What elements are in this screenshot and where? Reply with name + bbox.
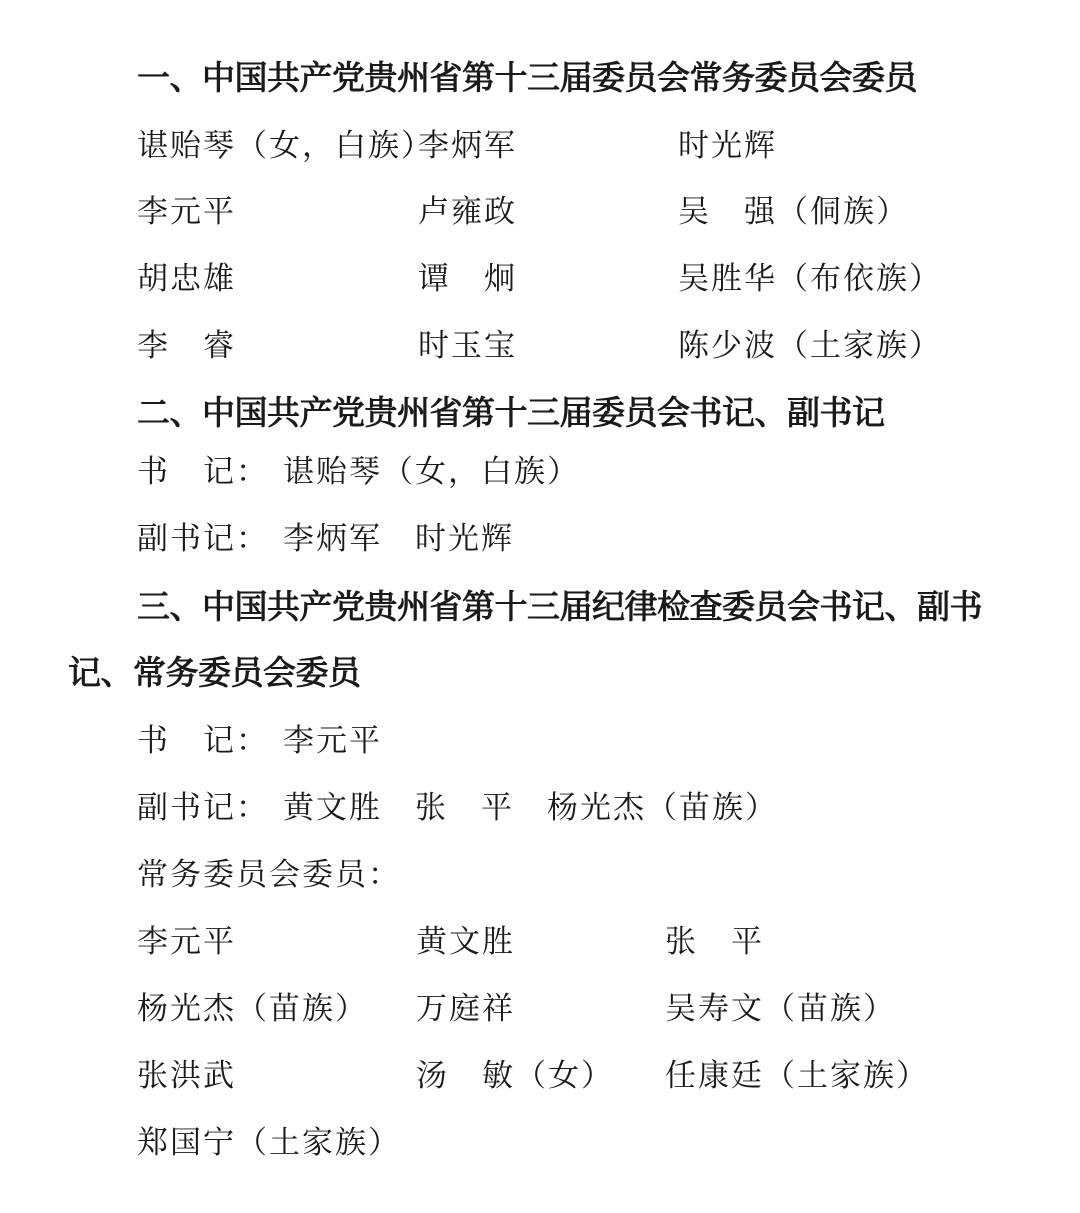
member-name: 谭 炯 — [418, 261, 517, 297]
member-name: 时玉宝 — [418, 328, 517, 364]
secretary-row — [0, 721, 1080, 761]
member-name: 万庭祥 — [416, 991, 515, 1027]
secretary-label: 书 记： — [137, 454, 269, 490]
member-name: 吴寿文（苗族） — [665, 991, 896, 1027]
member-row — [0, 326, 1080, 366]
standing-committee-label: 常务委员会委员： — [137, 857, 401, 893]
deputy-label: 副书记： — [137, 521, 269, 557]
section-3-heading: 三、中国共产党贵州省第十三届纪律检查委员会书记、副书记、常务委员会委员 — [68, 587, 982, 692]
section-1-heading: 一、中国共产党贵州省第十三届委员会常务委员会委员 — [137, 58, 917, 97]
member-name: 张 平 — [665, 924, 764, 960]
member-name: 李 睿 — [137, 328, 236, 364]
member-name: 李元平 — [137, 194, 236, 230]
member-name: 汤 敏（女） — [416, 1058, 614, 1094]
deputy-row — [0, 519, 1080, 559]
deputy-label: 副书记： — [137, 790, 269, 826]
member-row — [0, 126, 1080, 166]
member-name: 陈少波（土家族） — [678, 328, 942, 364]
member-name: 任康廷（土家族） — [665, 1058, 929, 1094]
member-row — [0, 259, 1080, 299]
secretary-name: 李元平 — [283, 723, 382, 759]
member-row — [0, 989, 1080, 1029]
member-row — [0, 192, 1080, 232]
member-name: 郑国宁（土家族） — [137, 1125, 401, 1161]
member-name: 李炳军 — [418, 128, 517, 164]
member-row — [0, 922, 1080, 962]
member-name: 杨光杰（苗族） — [137, 991, 368, 1027]
standing-committee-row — [0, 855, 1080, 895]
deputy-names: 李炳军 时光辉 — [283, 521, 514, 557]
member-row — [0, 1056, 1080, 1096]
member-name: 胡忠雄 — [137, 261, 236, 297]
section-2-heading: 二、中国共产党贵州省第十三届委员会书记、副书记 — [137, 393, 885, 432]
secretary-name: 谌贻琴（女，白族） — [283, 454, 580, 490]
member-name: 李元平 — [137, 924, 236, 960]
member-name: 吴胜华（布依族） — [678, 261, 942, 297]
deputy-names: 黄文胜 张 平 杨光杰（苗族） — [283, 790, 778, 826]
deputy-row — [0, 788, 1080, 828]
secretary-row — [0, 452, 1080, 492]
member-name: 吴 强（侗族） — [678, 194, 909, 230]
member-name: 谌贻琴（女，白族） — [137, 128, 434, 164]
member-name: 黄文胜 — [416, 924, 515, 960]
member-row — [0, 1123, 1080, 1163]
secretary-label: 书 记： — [137, 723, 269, 759]
member-name: 时光辉 — [678, 128, 777, 164]
member-name: 张洪武 — [137, 1058, 236, 1094]
member-name: 卢雍政 — [418, 194, 517, 230]
